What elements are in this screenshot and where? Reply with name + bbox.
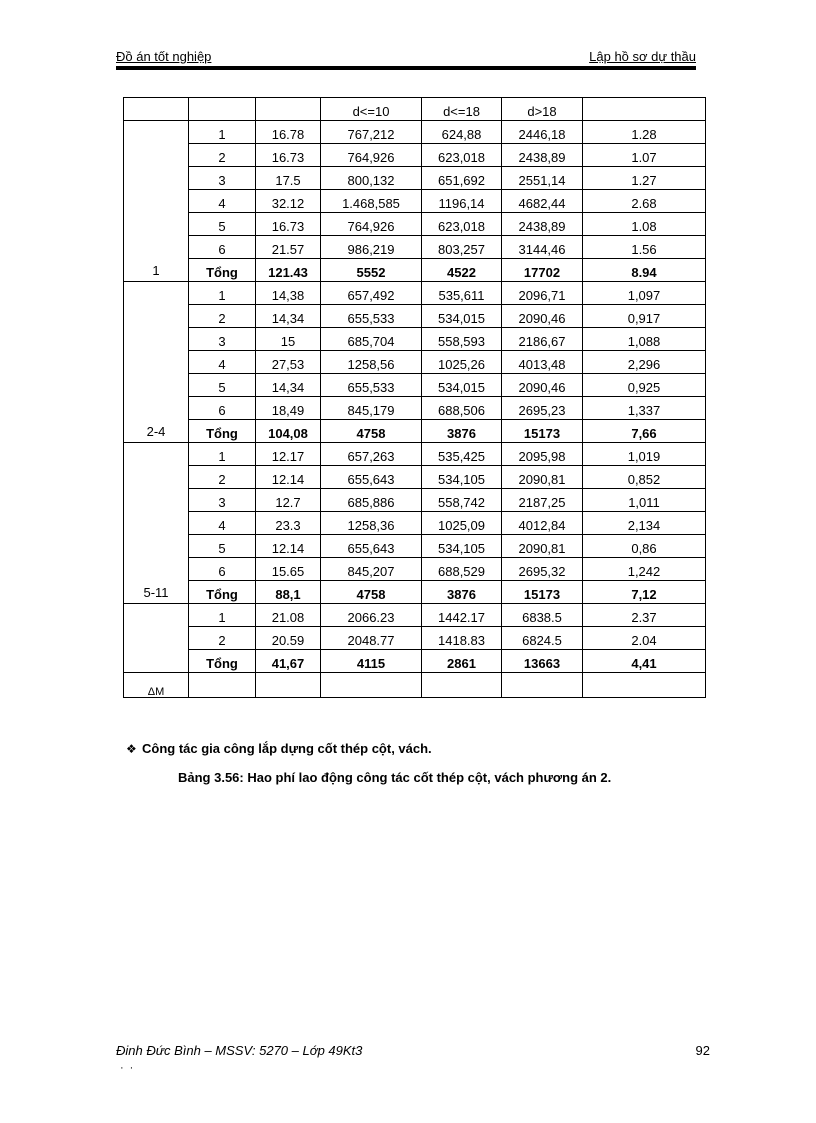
table-cell: 1025,26 (422, 351, 502, 374)
table-cell: 27,53 (256, 351, 321, 374)
table-cell: 0,917 (583, 305, 706, 328)
table-cell: 12.17 (256, 443, 321, 466)
table-cell: 651,692 (422, 167, 502, 190)
table-cell: 623,018 (422, 213, 502, 236)
table-cell: 1 (189, 121, 256, 144)
table-cell: 16.78 (256, 121, 321, 144)
table-cell: 2.37 (583, 604, 706, 627)
table-cell: 1 (189, 443, 256, 466)
total-cell: 4,41 (583, 650, 706, 673)
total-cell: 4758 (321, 581, 422, 604)
total-row (124, 259, 706, 282)
bullet-text: Công tác gia công lắp dựng cốt thép cột, vách. (142, 741, 432, 756)
table-cell: 4 (189, 190, 256, 213)
table-cell: 18,49 (256, 397, 321, 420)
table-cell: 14,38 (256, 282, 321, 305)
table-cell: 0,852 (583, 466, 706, 489)
table-row (124, 535, 706, 558)
table-cell: 6 (189, 397, 256, 420)
table-cell: 2438,89 (502, 213, 583, 236)
table-cell: 2.68 (583, 190, 706, 213)
table-cell: 655,533 (321, 374, 422, 397)
table-cell: 14,34 (256, 374, 321, 397)
table-cell: 4012,84 (502, 512, 583, 535)
table-cell: 2187,25 (502, 489, 583, 512)
table-row (124, 190, 706, 213)
table-row (124, 328, 706, 351)
table-row (124, 121, 706, 144)
table-cell: 6838.5 (502, 604, 583, 627)
table-cell: 534,015 (422, 374, 502, 397)
table-cell: 2695,32 (502, 558, 583, 581)
total-cell: 5552 (321, 259, 422, 282)
header-left-title: Đồ án tốt nghiệp (116, 49, 212, 64)
table-row (124, 443, 706, 466)
table-row (124, 213, 706, 236)
total-cell: Tổng (189, 420, 256, 443)
table-cell: 16.73 (256, 144, 321, 167)
page-footer (116, 1043, 710, 1063)
table-cell: 2438,89 (502, 144, 583, 167)
table-cell: 1,097 (583, 282, 706, 305)
table-cell: 15.65 (256, 558, 321, 581)
header-cell: d<=10 (321, 98, 422, 121)
table-row (124, 604, 706, 627)
table-row (124, 236, 706, 259)
total-cell: 17702 (502, 259, 583, 282)
table-cell: 0,925 (583, 374, 706, 397)
total-cell: 121.43 (256, 259, 321, 282)
empty-cell (189, 673, 256, 698)
header-cell (189, 98, 256, 121)
table-cell: 17.5 (256, 167, 321, 190)
total-cell: 4758 (321, 420, 422, 443)
table-row (124, 466, 706, 489)
page-header (116, 48, 696, 66)
header-cell (256, 98, 321, 121)
table-row (124, 397, 706, 420)
table-cell: 2 (189, 305, 256, 328)
footer-author: Đinh Đức Bình – MSSV: 5270 – Lớp 49Kt3 (116, 1043, 363, 1058)
table-cell: 764,926 (321, 213, 422, 236)
table-cell: 1258,56 (321, 351, 422, 374)
empty-cell (256, 673, 321, 698)
table-cell: 5 (189, 535, 256, 558)
table-cell: 657,492 (321, 282, 422, 305)
table-row (124, 282, 706, 305)
table-cell: 12.14 (256, 535, 321, 558)
header-right-title: Lập hồ sơ dự thầu (589, 49, 696, 64)
total-cell: Tổng (189, 581, 256, 604)
section-bullet (126, 741, 432, 756)
table-cell: 20.59 (256, 627, 321, 650)
table-cell: 3 (189, 167, 256, 190)
total-row (124, 420, 706, 443)
table-cell: 623,018 (422, 144, 502, 167)
table-cell: 0,86 (583, 535, 706, 558)
empty-cell (422, 673, 502, 698)
table-cell: 688,506 (422, 397, 502, 420)
table-cell: 2 (189, 144, 256, 167)
table-cell: 655,643 (321, 466, 422, 489)
table-cell: 803,257 (422, 236, 502, 259)
table-cell: 5 (189, 213, 256, 236)
table-row (124, 351, 706, 374)
table-cell: 986,219 (321, 236, 422, 259)
table-cell: 624,88 (422, 121, 502, 144)
table-cell: 800,132 (321, 167, 422, 190)
total-row (124, 581, 706, 604)
total-cell: 3876 (422, 581, 502, 604)
table-cell: 3144,46 (502, 236, 583, 259)
table-cell: 3 (189, 489, 256, 512)
total-cell: 8.94 (583, 259, 706, 282)
table-cell: 1,337 (583, 397, 706, 420)
table-cell: 1.468,585 (321, 190, 422, 213)
total-cell: 88,1 (256, 581, 321, 604)
group-label-cell: 1 (124, 121, 189, 282)
group-label-cell: 2-4 (124, 282, 189, 443)
table-cell: 1 (189, 604, 256, 627)
table-cell: 12.7 (256, 489, 321, 512)
table-cell: 845,179 (321, 397, 422, 420)
total-row (124, 650, 706, 673)
table-cell: 535,611 (422, 282, 502, 305)
table-row (124, 627, 706, 650)
total-cell: Tổng (189, 259, 256, 282)
table-cell: 1442.17 (422, 604, 502, 627)
table-cell: 2551,14 (502, 167, 583, 190)
table-cell: 764,926 (321, 144, 422, 167)
total-cell: 4115 (321, 650, 422, 673)
table-cell: 1196,14 (422, 190, 502, 213)
total-cell: 7,12 (583, 581, 706, 604)
table-cell: 1,088 (583, 328, 706, 351)
table-cell: 12.14 (256, 466, 321, 489)
table-cell: 2095,98 (502, 443, 583, 466)
total-cell: 4522 (422, 259, 502, 282)
page-number: 92 (695, 1043, 710, 1058)
table-row (124, 558, 706, 581)
table-cell: 534,105 (422, 466, 502, 489)
table-cell: 2446,18 (502, 121, 583, 144)
table-row (124, 489, 706, 512)
table-cell: 535,425 (422, 443, 502, 466)
group-label-cell: 5-11 (124, 443, 189, 604)
table-cell: 4 (189, 512, 256, 535)
empty-cell (502, 673, 583, 698)
table-header-row (124, 98, 706, 121)
table-cell: 1.27 (583, 167, 706, 190)
table-cell: 534,015 (422, 305, 502, 328)
table-cell: 1418.83 (422, 627, 502, 650)
table-cell: 845,207 (321, 558, 422, 581)
table-cell: 2,134 (583, 512, 706, 535)
table-cell: 21.57 (256, 236, 321, 259)
table-cell: 5 (189, 374, 256, 397)
table-cell: 2096,71 (502, 282, 583, 305)
total-cell: 104,08 (256, 420, 321, 443)
total-cell: 13663 (502, 650, 583, 673)
table-cell: 685,886 (321, 489, 422, 512)
table-cell: 2066.23 (321, 604, 422, 627)
table-cell: 32.12 (256, 190, 321, 213)
table-cell: 767,212 (321, 121, 422, 144)
table-cell: 655,533 (321, 305, 422, 328)
table-cell: 1025,09 (422, 512, 502, 535)
table-row (124, 374, 706, 397)
table-row-last (124, 673, 706, 698)
total-cell: Tổng (189, 650, 256, 673)
table-cell: 688,529 (422, 558, 502, 581)
table-cell: 2090,81 (502, 535, 583, 558)
table-cell: 657,263 (321, 443, 422, 466)
table-cell: 1,242 (583, 558, 706, 581)
header-cell: d>18 (502, 98, 583, 121)
table-cell: 655,643 (321, 535, 422, 558)
table-cell: 16.73 (256, 213, 321, 236)
labor-table (123, 97, 706, 698)
table-cell: 2,296 (583, 351, 706, 374)
table-cell: 2186,67 (502, 328, 583, 351)
table-cell: 1 (189, 282, 256, 305)
table-cell: 1258,36 (321, 512, 422, 535)
empty-cell (583, 673, 706, 698)
table-cell: 2 (189, 466, 256, 489)
table-cell: 2.04 (583, 627, 706, 650)
table-cell: 1.56 (583, 236, 706, 259)
header-cell: d<=18 (422, 98, 502, 121)
header-rule (116, 66, 696, 70)
table-cell: 4013,48 (502, 351, 583, 374)
table-cell: 6 (189, 558, 256, 581)
table-row (124, 144, 706, 167)
table-cell: 685,704 (321, 328, 422, 351)
header-cell (124, 98, 189, 121)
table-cell: 534,105 (422, 535, 502, 558)
table-cell: 4682,44 (502, 190, 583, 213)
header-cell (583, 98, 706, 121)
group-label-cell: ΔM (124, 673, 189, 698)
table-cell: 4 (189, 351, 256, 374)
footer-dots: ·· (120, 1062, 140, 1074)
empty-cell (321, 673, 422, 698)
table-cell: 1.28 (583, 121, 706, 144)
table-cell: 2695,23 (502, 397, 583, 420)
total-cell: 2861 (422, 650, 502, 673)
table-cell: 1,019 (583, 443, 706, 466)
total-cell: 3876 (422, 420, 502, 443)
total-cell: 15173 (502, 581, 583, 604)
table-cell: 6824.5 (502, 627, 583, 650)
diamond-bullet-icon: ❖ (126, 742, 137, 756)
table-cell: 1.08 (583, 213, 706, 236)
table-cell: 2090,81 (502, 466, 583, 489)
total-cell: 7,66 (583, 420, 706, 443)
table-cell: 6 (189, 236, 256, 259)
table-cell: 1,011 (583, 489, 706, 512)
table-cell: 3 (189, 328, 256, 351)
table-cell: 23.3 (256, 512, 321, 535)
total-cell: 41,67 (256, 650, 321, 673)
total-cell: 15173 (502, 420, 583, 443)
table-cell: 558,742 (422, 489, 502, 512)
table-cell: 14,34 (256, 305, 321, 328)
table-row (124, 167, 706, 190)
table-row (124, 305, 706, 328)
table-row (124, 512, 706, 535)
table-cell: 558,593 (422, 328, 502, 351)
table-cell: 2090,46 (502, 374, 583, 397)
table-cell: 15 (256, 328, 321, 351)
table-caption: Bảng 3.56: Hao phí lao động công tác cốt thép cột, vách phương án 2. (178, 770, 612, 785)
group-label-cell (124, 604, 189, 673)
table-cell: 1.07 (583, 144, 706, 167)
table-cell: 2 (189, 627, 256, 650)
table-cell: 21.08 (256, 604, 321, 627)
table-cell: 2090,46 (502, 305, 583, 328)
table-cell: 2048.77 (321, 627, 422, 650)
